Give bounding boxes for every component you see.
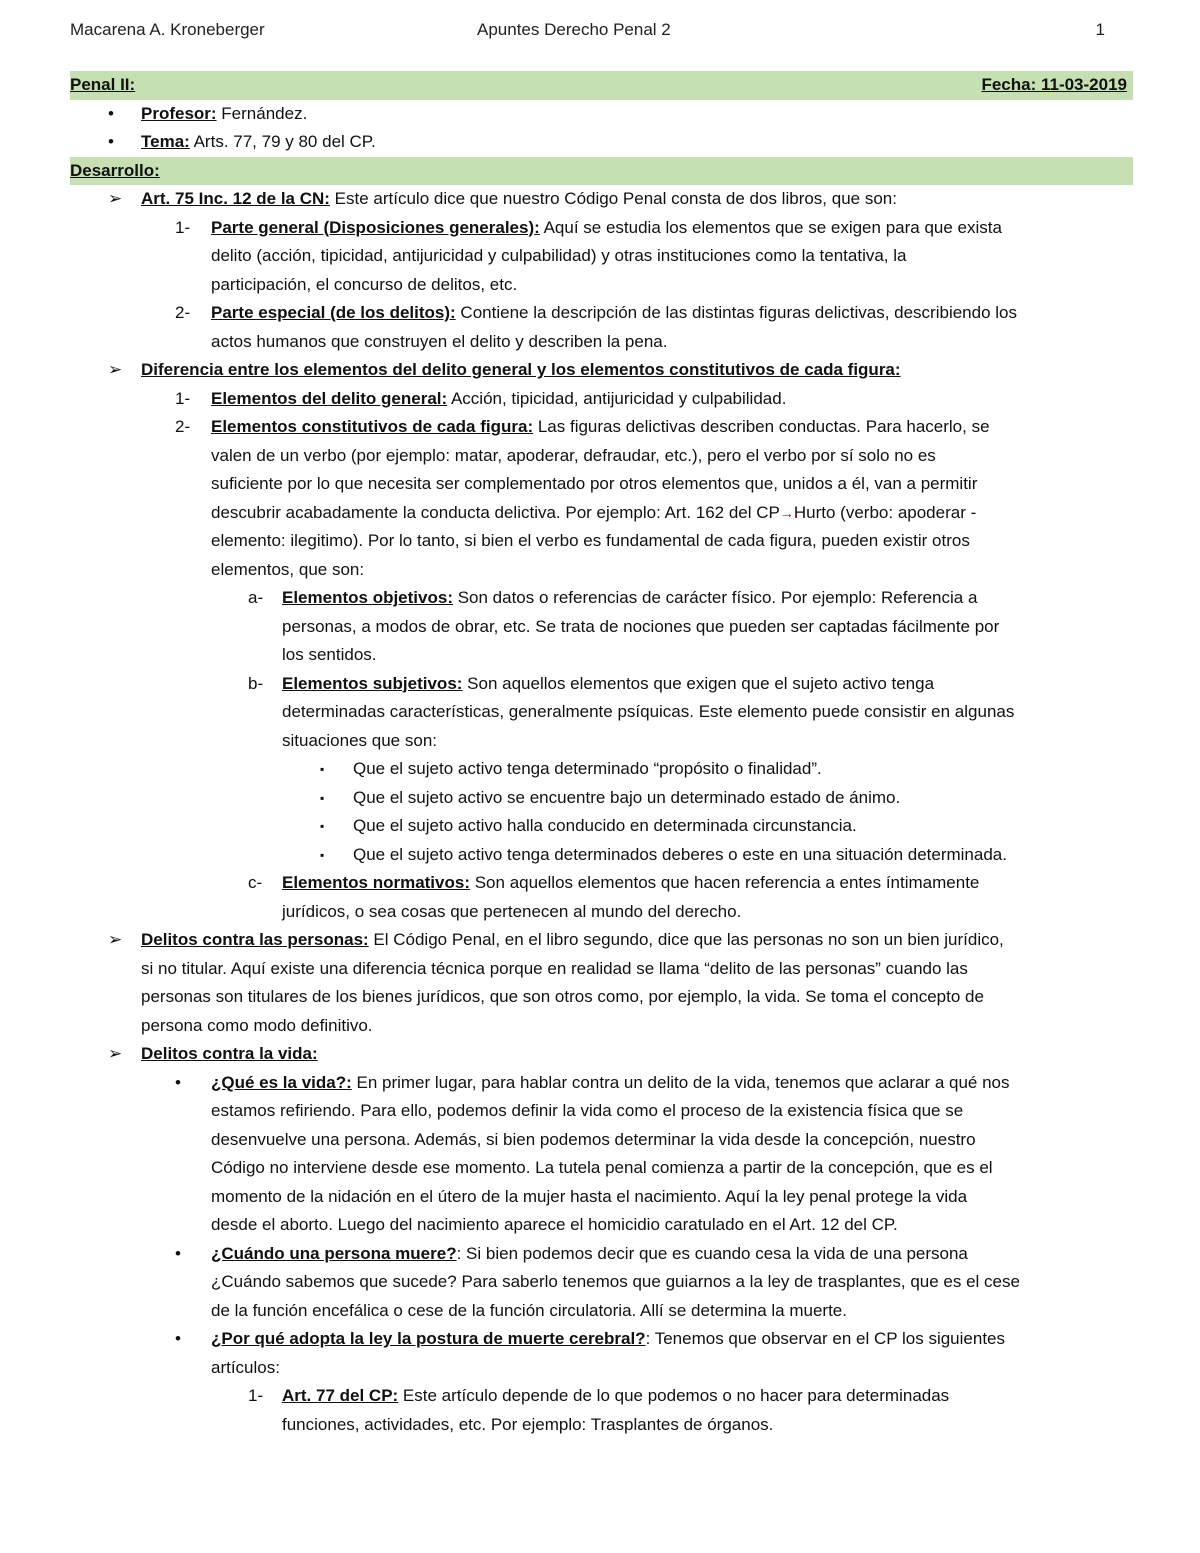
tema-label: Tema: xyxy=(141,132,190,151)
list-item-elementos-objetivos xyxy=(70,584,1133,613)
list-item-delitos-vida xyxy=(70,1040,1133,1069)
right-arrow-icon: → xyxy=(779,504,794,521)
art75-text: Este artículo dice que nuestro Código Penal consta de dos libros, que son: xyxy=(329,189,897,208)
arrow-bullet-icon: ➢ xyxy=(108,1044,123,1063)
paragraph-line: personas, a modos de obrar, etc. Se trata de nociones que pueden ser captadas fácilmente por xyxy=(282,616,1000,636)
arrow-bullet-icon: ➢ xyxy=(108,360,123,379)
que-es-vida-label: ¿Qué es la vida?: xyxy=(211,1072,352,1092)
paragraph-line: personas son titulares de los bienes jurídicos, que son otros como, por ejemplo, la vida. Se toma el concepto de xyxy=(141,987,984,1006)
letter-marker: a- xyxy=(248,588,264,607)
paragraph-line: de la función encefálica o cese de la función circulatoria. Allí se determina la muerte. xyxy=(211,1300,847,1320)
paragraph-text: Son aquellos elementos que exigen que el sujeto activo tenga xyxy=(462,673,935,693)
bullet-icon: • xyxy=(108,103,114,123)
desarrollo-label: Desarrollo: xyxy=(70,160,160,180)
paragraph-line: si no titular. Aquí existe una diferencia técnica porque en realidad se llama “delito de las personas” cuando las xyxy=(141,958,968,978)
square-bullet-icon: ▪ xyxy=(320,847,325,862)
elementos-objetivos-label: Elementos objetivos: xyxy=(282,588,453,607)
elementos-delito-general-label: Elementos del delito general: xyxy=(211,388,448,408)
list-item-tema xyxy=(70,128,1133,157)
paragraph-text: El Código Penal, en el libro segundo, dice que las personas no son un bien jurídico, xyxy=(368,930,1004,949)
square-bullet-icon: ▪ xyxy=(320,819,325,833)
page-header xyxy=(70,20,1105,44)
paragraph-text: Las figuras delictivas describen conductas. Para hacerlo, se xyxy=(533,417,990,436)
paragraph-line: determinadas características, generalmente psíquicas. Este elemento puede consistir en algunas xyxy=(282,702,1015,721)
section-heading-penal xyxy=(70,71,1133,100)
paragraph-line: valen de un verbo (por ejemplo: matar, apoderar, defraudar, etc.), pero el verbo por sí solo no es xyxy=(211,445,936,465)
paragraph-line: persona como modo definitivo. xyxy=(141,1015,373,1035)
arrow-bullet-icon: ➢ xyxy=(108,930,123,949)
paragraph-line: elementos, que son: xyxy=(211,559,365,579)
number-marker: 2- xyxy=(175,417,191,436)
penal-label: Penal II: xyxy=(70,75,136,94)
paragraph-text: Que el sujeto activo se encuentre bajo un determinado estado de ánimo. xyxy=(353,787,901,807)
header-title: Apuntes Derecho Penal 2 xyxy=(477,20,671,39)
art75-label: Art. 75 Inc. 12 de la CN: xyxy=(141,189,330,208)
paragraph-line: desenvuelve una persona. Además, si bien podemos determinar la vida desde la concepción, nuestro xyxy=(211,1129,976,1149)
list-item-elementos-delito-general xyxy=(70,385,1133,414)
header-page-number: 1 xyxy=(1095,20,1105,39)
list-item-delitos-personas xyxy=(70,926,1133,955)
list-item-square xyxy=(70,812,1133,841)
number-marker: 1- xyxy=(175,388,191,408)
delitos-vida-label: Delitos contra la vida: xyxy=(141,1044,318,1063)
paragraph-text: : Tenemos que observar en el CP los siguientes xyxy=(645,1329,1005,1348)
parte-especial-label: Parte especial (de los delitos): xyxy=(211,303,456,322)
delitos-personas-label: Delitos contra las personas: xyxy=(141,930,369,949)
square-bullet-icon: ▪ xyxy=(320,790,325,805)
arrow-bullet-icon: ➢ xyxy=(108,189,123,208)
bullet-icon: • xyxy=(175,1072,181,1092)
paragraph-text: descubrir acabadamente la conducta delictiva. Por ejemplo: Art. 162 del CP xyxy=(211,502,780,522)
elementos-normativos-label: Elementos normativos: xyxy=(282,873,470,892)
paragraph-line: Código no interviene desde ese momento. La tutela penal comienza a partir de la concepción, que es el xyxy=(211,1158,993,1177)
list-item-parte-especial xyxy=(70,299,1133,328)
paragraph-line: ¿Cuándo sabemos que sucede? Para saberlo tenemos que guiarnos a la ley de trasplantes, que es el cese xyxy=(211,1272,1020,1291)
list-item-que-es-vida xyxy=(70,1069,1133,1098)
paragraph-line xyxy=(70,499,1133,528)
parte-general-label: Parte general (Disposiciones generales): xyxy=(211,217,540,237)
list-item-elementos-constitutivos xyxy=(70,413,1133,442)
elementos-subjetivos-label: Elementos subjetivos: xyxy=(282,673,463,693)
list-item-profesor xyxy=(70,100,1133,129)
paragraph-line: momento de la nidación en el útero de la mujer hasta el nacimiento. Aquí la ley penal protege la vida xyxy=(211,1186,968,1206)
list-item-art77 xyxy=(70,1382,1133,1411)
list-item-elementos-subjetivos xyxy=(70,670,1133,699)
bullet-icon: • xyxy=(175,1329,181,1348)
paragraph-text: Que el sujeto activo tenga determinado “propósito o finalidad”. xyxy=(353,759,822,778)
elementos-constitutivos-label: Elementos constitutivos de cada figura: xyxy=(211,417,534,436)
fecha-label: Fecha: 11-03-2019 xyxy=(981,75,1127,94)
paragraph-text: En primer lugar, para hablar contra un delito de la vida, tenemos que aclarar a qué nos xyxy=(351,1072,1010,1092)
paragraph-text: Que el sujeto activo halla conducido en determinada circunstancia. xyxy=(353,816,857,835)
paragraph-text: Son aquellos elementos que hacen referencia a entes íntimamente xyxy=(470,873,980,892)
paragraph-line: situaciones que son: xyxy=(282,730,437,750)
header-author: Macarena A. Kroneberger xyxy=(70,20,265,39)
paragraph-line: delito (acción, tipicidad, antijuricidad y culpabilidad) y otras instituciones como la tentativa, la xyxy=(211,246,907,265)
paragraph-text: Son datos o referencias de carácter físico. Por ejemplo: Referencia a xyxy=(452,588,978,607)
number-marker: 2- xyxy=(175,303,191,322)
paragraph-text: Contiene la descripción de las distintas figuras delictivas, describiendo los xyxy=(455,303,1018,322)
number-marker: 1- xyxy=(248,1386,264,1405)
document-body xyxy=(70,71,1133,1439)
paragraph-text: Hurto (verbo: apoderar - xyxy=(793,502,977,522)
paragraph-line: participación, el concurso de delitos, etc. xyxy=(211,274,518,294)
list-item-diferencia xyxy=(70,356,1133,385)
list-item-square xyxy=(70,841,1133,870)
list-item-art75 xyxy=(70,185,1133,214)
list-item-square xyxy=(70,755,1133,784)
cuando-muere-label: ¿Cuándo una persona muere? xyxy=(211,1243,457,1263)
number-marker: 1- xyxy=(175,217,191,237)
paragraph-line: los sentidos. xyxy=(282,645,377,664)
profesor-value: Fernández. xyxy=(216,103,308,123)
paragraph-line: estamos refiriendo. Para ello, podemos definir la vida como el proceso de la existencia física que se xyxy=(211,1101,964,1120)
bullet-icon: • xyxy=(108,132,114,151)
paragraph-text: Acción, tipicidad, antijuricidad y culpabilidad. xyxy=(447,388,787,408)
square-bullet-icon: ▪ xyxy=(320,762,325,776)
paragraph-line: suficiente por lo que necesita ser complementado por otros elementos que, unidos a él, van a permitir xyxy=(211,474,978,493)
paragraph-line: artículos: xyxy=(211,1357,280,1377)
profesor-label: Profesor: xyxy=(141,103,217,123)
section-heading-desarrollo xyxy=(70,157,1133,186)
paragraph-text: Aquí se estudia los elementos que se exigen para que exista xyxy=(539,217,1002,237)
diferencia-label: Diferencia entre los elementos del delito general y los elementos constitutivos de cada figura: xyxy=(141,360,901,379)
list-item-cuando-muere xyxy=(70,1240,1133,1269)
paragraph-text: Este artículo depende de lo que podemos o no hacer para determinadas xyxy=(398,1386,950,1405)
paragraph-line: desde el aborto. Luego del nacimiento aparece el homicidio caratulado en el Art. 12 del CP. xyxy=(211,1215,898,1234)
list-item-square xyxy=(70,784,1133,813)
por-que-adopta-label: ¿Por qué adopta la ley la postura de muerte cerebral? xyxy=(211,1329,646,1348)
paragraph-line: funciones, actividades, etc. Por ejemplo: Trasplantes de órganos. xyxy=(282,1414,774,1434)
tema-value: Arts. 77, 79 y 80 del CP. xyxy=(189,132,376,151)
paragraph-text: Que el sujeto activo tenga determinados deberes o este en una situación determinada. xyxy=(353,844,1007,864)
letter-marker: c- xyxy=(248,873,263,892)
art77-label: Art. 77 del CP: xyxy=(282,1386,399,1405)
paragraph-line: elemento: ilegitimo). Por lo tanto, si bien el verbo es fundamental de cada figura, pueden existir otros xyxy=(211,531,970,550)
paragraph-line: jurídicos, o sea cosas que pertenecen al mundo del derecho. xyxy=(282,901,742,921)
paragraph-text: : Si bien podemos decir que es cuando cesa la vida de una persona xyxy=(456,1243,968,1263)
list-item-parte-general xyxy=(70,214,1133,243)
bullet-icon: • xyxy=(175,1243,181,1263)
list-item-por-que-adopta xyxy=(70,1325,1133,1354)
list-item-elementos-normativos xyxy=(70,869,1133,898)
letter-marker: b- xyxy=(248,673,264,693)
paragraph-line: actos humanos que construyen el delito y describen la pena. xyxy=(211,331,668,351)
